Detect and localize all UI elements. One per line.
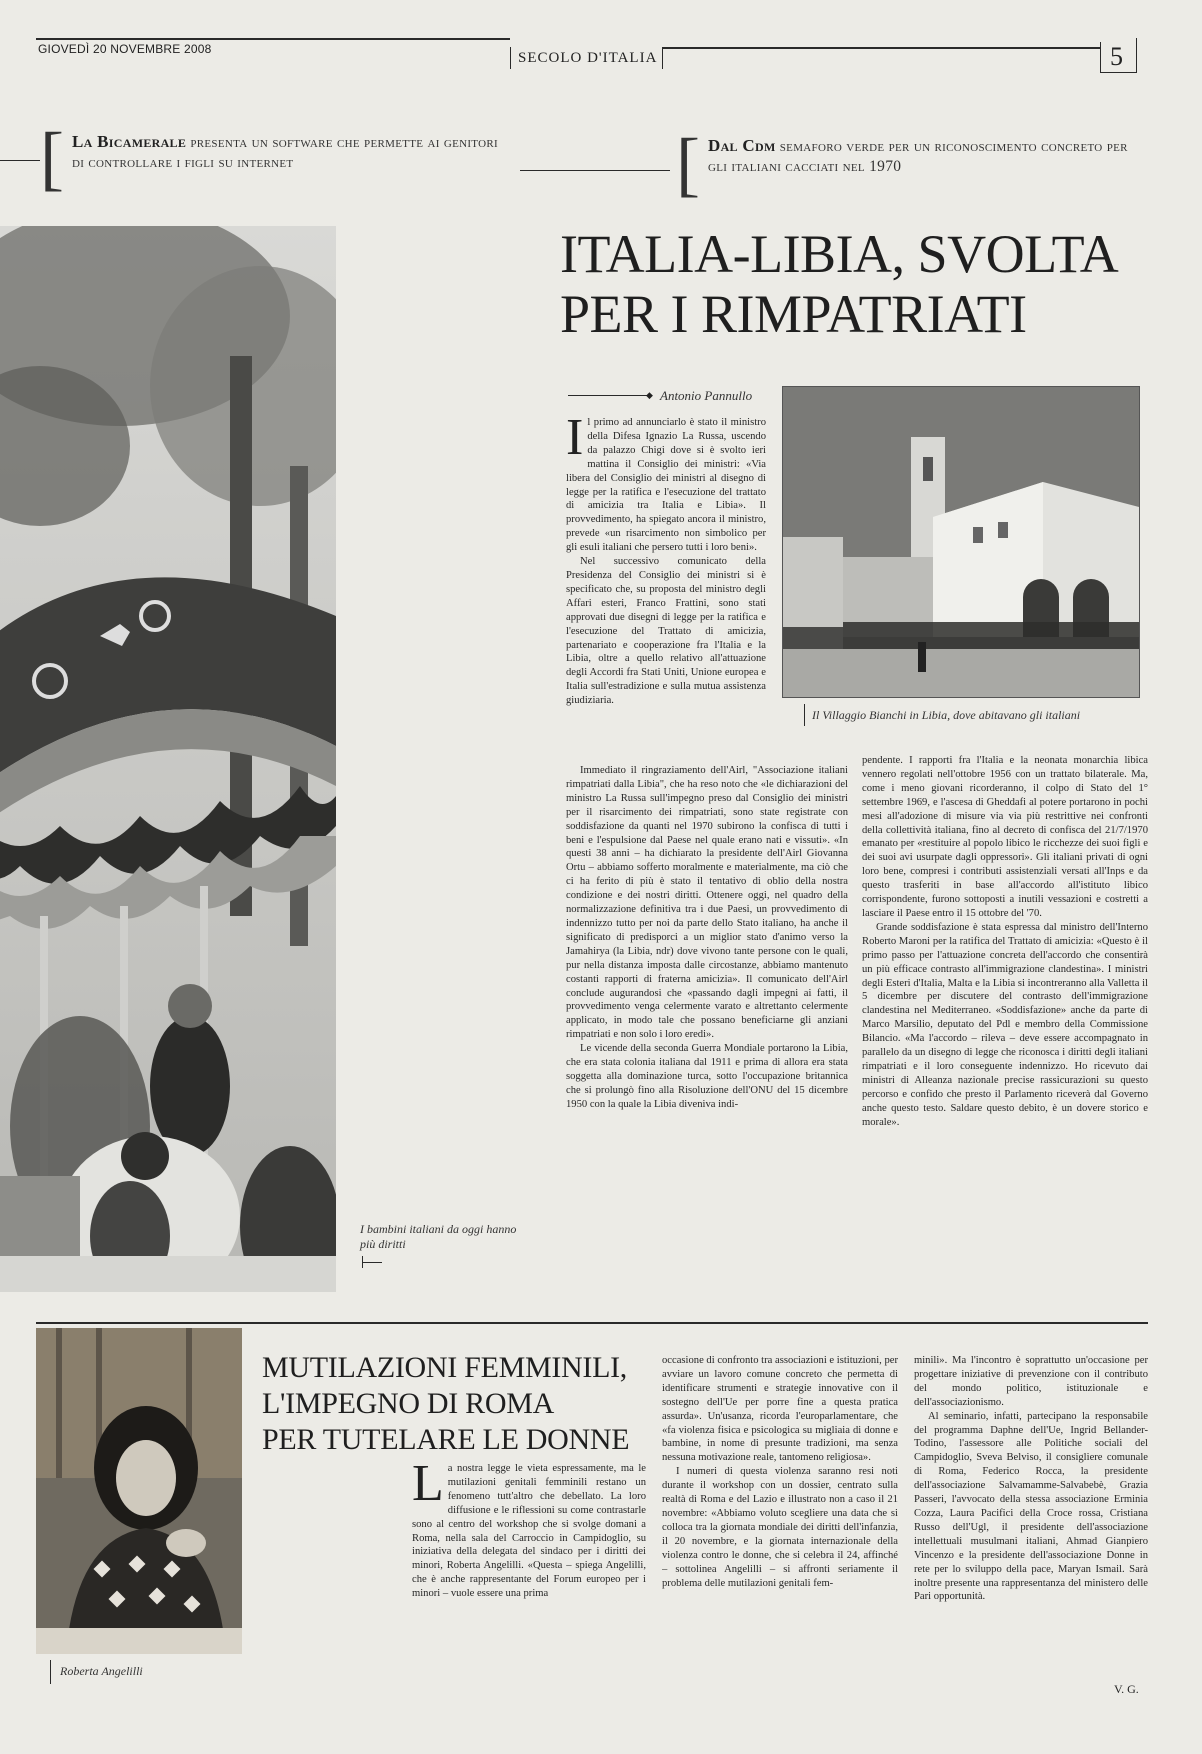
main-headline-line2: PER I RIMPATRIATI bbox=[560, 284, 1027, 344]
second-col2-para2: I numeri di questa violenza saranno resi noti durante il workshop con un dossier, centrato sulla realtà di Roma e del Lazio e illustrato non a caso il 21 novembre: «Abbiamo voluto scegliere una data che si colloca tra la giornata mondiale dei diritti dell'infanzia, il 20 novembre, e la giornata internazionale della violenza contro le donne, che si celebra il 24, affinché – sottolinea Angelilli – si affronti seriamente il problema delle mutilazioni genitali fem- bbox=[662, 1466, 898, 1589]
main-col1-para2: Nel successivo comunicato della Presidenza del Consiglio dei ministri si è specificato che, su proposta del ministro degli Affari esteri, Franco Frattini, sono stati approvati due disegni di legge per la ratifica e l'esecuzione del Trattato di amicizia, partenariato e cooperazione fra l'Italia e la Libia, oltre a quello relativo all'attuazione degli Accordi fra Stati Uniti, Unione europea e Italia sull'estradizione e sulla mutua assistenza giudiziaria. bbox=[566, 556, 766, 707]
masthead: SECOLO D'ITALIA bbox=[518, 50, 658, 66]
main-col2 bbox=[862, 754, 1148, 1294]
byline-diamond-icon: ◆ bbox=[646, 390, 653, 400]
carousel-photo bbox=[0, 226, 336, 1292]
second-headline-line1: MUTILAZIONI FEMMINILI, bbox=[262, 1351, 628, 1384]
left-kicker-text: presenta un software che permette ai genitori di controllare i figli su internet bbox=[72, 134, 498, 171]
portrait-photo bbox=[36, 1328, 242, 1654]
right-kicker bbox=[708, 136, 1148, 177]
second-dropcap: L bbox=[412, 1462, 444, 1512]
second-col1 bbox=[412, 1462, 646, 1706]
left-kicker-bracket: [ bbox=[40, 118, 64, 198]
main-headline bbox=[560, 224, 1160, 344]
main-col1-top bbox=[566, 416, 766, 764]
main-col2-para2: Grande soddisfazione è stata espressa dal ministro dell'Interno Roberto Maroni per la ratifica del Trattato di amicizia: «Questo è il primo passo per l'attuazione concreta dell'accordo che consentirà un più efficace contrasto all'immigrazione clandestina». I ministri degli Esteri d'Italia, Malta e la Libia si incontreranno alla Valletta il 5 dicembre per discutere del contrasto dell'immigrazione clandestina nel Mediterraneo. «Soddisfazione» anche da parte di Marco Marsilio, deputato del Pdl e membro della Commissione Bilancio. «Ma l'accordo – rileva – deve essere accompagnato in parallelo da un disegno di legge che riconosca i diritti degli italiani rimpatriati e il loro conseguente indennizzo. Ho ricevuto dai ministri di Alleanza nazionale precise rassicurazioni su questo percorso e confido che presto il Parlamento riceverà dal Governo anche questo testo. Saldare questo debito, è un dovere storico e morale». bbox=[862, 921, 1148, 1128]
second-col3 bbox=[914, 1354, 1148, 1680]
second-col2 bbox=[662, 1354, 898, 1706]
left-photo-caption: I bambini italiani da oggi hanno più diritti bbox=[360, 1222, 517, 1251]
issue-date: GIOVEDÌ 20 NOVEMBRE 2008 bbox=[38, 42, 212, 56]
byline: Antonio Pannullo bbox=[660, 388, 753, 403]
second-col3-para1: minili». Ma l'incontro è soprattutto un'occasione per progettare iniziative di prevenzione con il contributo del mondo politico, istituzionale e dell'associazionismo. bbox=[914, 1355, 1148, 1408]
building-photo-caption: Il Villaggio Bianchi in Libia, dove abitavano gli italiani bbox=[812, 708, 1081, 722]
second-headline bbox=[262, 1350, 662, 1458]
main-dropcap: I bbox=[566, 416, 584, 466]
second-col1-para1: a nostra legge le vieta espressamente, ma le mutilazioni genitali femminili restano un fenomeno tutt'altro che debellato. La loro diffusione e le riflessioni su come contrastarle sono al centro del workshop che si svolge domani a Roma, nella sala del Carroccio in Campidoglio, su iniziativa della delegata del sindaco per i diritti dei minori, Roberta Angelilli. «Questa – spiega Angelilli, che è anche rappresentante del Forum europeo per i minori – vuole essere una prima bbox=[412, 1463, 646, 1600]
main-col1-para3: Immediato il ringraziamento dell'Airl, "Associazione italiani rimpatriati dalla Libia", che ha reso noto che «le dichiarazioni del ministro La Russa sull'impegno preso dal Consiglio dei ministri per il risarcimento dei rimpatriati, sono state registrate con soddisfazione da quanti nel 1970 subirono la confisca di tutti i beni e l'espulsione dal Paese nel quale erano nati e vissuti». «In questi 38 anni – ha dichiarato la presidente dell'Airl Giovanna Ortu – abbiamo sofferto moralmente e materialmente, ma ciò che ci ha ferito di più è stato il tentativo di oblio della nostra condizione e dei nostri diritti. Ottenere oggi, nel quadro della normalizzazione definitiva tra i due Paesi, un provvedimento di indennizzo tutto per noi da parte dello Stato italiano, ha anche il significato di predisporci a un miglior stato d'animo verso la Jamahirya (la Libia, ndr) dove vivono tante persone con le quali, pur nella distanza imposta dalle circostanze, abbiamo mantenuto costanti rapporti di fraterna amicizia». Il comunicato dell'Airl conclude augurandosi che «passando dagli impegni ai fatti, il provvedimento venga celermente varato e altrettanto celermente applicato, in modo tale che possano beneficiarne gli anziani rimpatriati e non solo i loro eredi». bbox=[566, 765, 848, 1041]
portrait-caption: Roberta Angelilli bbox=[60, 1664, 143, 1678]
main-headline-line1: ITALIA-LIBIA, SVOLTA bbox=[560, 224, 1119, 284]
right-kicker-lead: Dal Cdm bbox=[708, 136, 776, 155]
main-col1-para1: l primo ad annunciarlo è stato il ministro della Difesa Ignazio La Russa, uscendo da palazzo Chigi dove si è svolto ieri mattina il Consiglio dei ministri: «Via libera del Consiglio dei ministri al disegno di legge per la ratifica e l'esecuzione del trattato di amicizia tra Italia e Libia». Il provvedimento, ha spiegato ancora il ministro, prevede «un risarcimento non simbolico per gli esuli italiani che persero tutti i loro beni». bbox=[566, 417, 766, 554]
page-number: 5 bbox=[1110, 42, 1123, 71]
right-kicker-bracket: [ bbox=[676, 124, 700, 204]
main-col2-para1: pendente. I rapporti fra l'Italia e la neonata monarchia libica vennero regolati nell'ottobre 1956 con un trattato bilaterale. Ma, come i meno giovani ricorderanno, il colpo di Stato del 1° settembre 1969, e l'ascesa di Gheddafi al potere portarono in pochi mesi all'adozione di misure via via più restrittive nei confronti della collettività italiana, fino al decreto di confisca del 21/7/1970 emanato per «restituire al popolo libico le ricchezze dei suoi figli e dei suoi avi usurpate dagli oppressori». Gli italiani privati di ogni loro bene, compresi i contributi assistenziali versati all'Inps e da questo trasferiti in base all'accordo all'istituto libico corrispondente, furono sottoposti a inutili vessazioni e costretti a lasciare il Paese entro il 15 ottobre del '70. bbox=[862, 755, 1148, 919]
right-kicker-text: semaforo verde per un riconoscimento concreto per gli italiani cacciati nel 1970 bbox=[708, 138, 1128, 175]
building-photo bbox=[782, 386, 1140, 698]
second-headline-line2: L'IMPEGNO DI ROMA bbox=[262, 1387, 554, 1420]
left-kicker-lead: La Bicamerale bbox=[72, 132, 187, 151]
second-col2-para1: occasione di confronto tra associazioni e istituzioni, per avviare un lavoro comune concreto che permetta di identificare strumenti e strategie innovative con il sostegno dell'Ue per porre fine a questa pratica assurda». Un'usanza, ricorda l'europarlamentare, che «fa violenza fisica e psicologica su migliaia di donne e bambine, in nome di presunte tradizioni, ma senza nessuna motivazione reale, tantomeno religiosa». bbox=[662, 1355, 898, 1464]
main-col1-para4: Le vicende della seconda Guerra Mondiale portarono la Libia, che era stata colonia italiana dal 1911 e prima di allora era stata soggetta alla dominazione turca, sotto l'occupazione britannica che si prolungò fino alla Risoluzione dell'ONU del 15 dicembre 1950 con la quale la Libia diveniva indi- bbox=[566, 1043, 848, 1110]
main-col1-bottom bbox=[566, 764, 848, 1294]
second-col3-para2: Al seminario, infatti, partecipano la responsabile del programma Daphne dell'Ue, Ingrid Bellander-Todino, l'assessore alle Politiche sociali del Campidoglio, Sveva Belviso, il consigliere comunale di Roma, Federico Rocca, la presidente dell'associazione Salvamamme-Salvabebè, Grazia Passeri, l'avvocato della stessa associazione Erminia Cozza, Laura Pacifici della Croce rossa, Cristiana Russo dell'Ugl, il presidente dell'associazione intellettuali musulmani italiani, Ahmad Gianpiero Vincenzo e la presidente dell'associazione Donne in rete per lo sviluppo della pace, Maryan Ismail. Sarà inoltre presente una rappresentanza del ministero delle Pari opportunità. bbox=[914, 1410, 1148, 1603]
second-headline-line3: PER TUTELARE LE DONNE bbox=[262, 1423, 630, 1456]
left-kicker bbox=[72, 132, 512, 173]
article-signature: V. G. bbox=[1114, 1682, 1139, 1696]
